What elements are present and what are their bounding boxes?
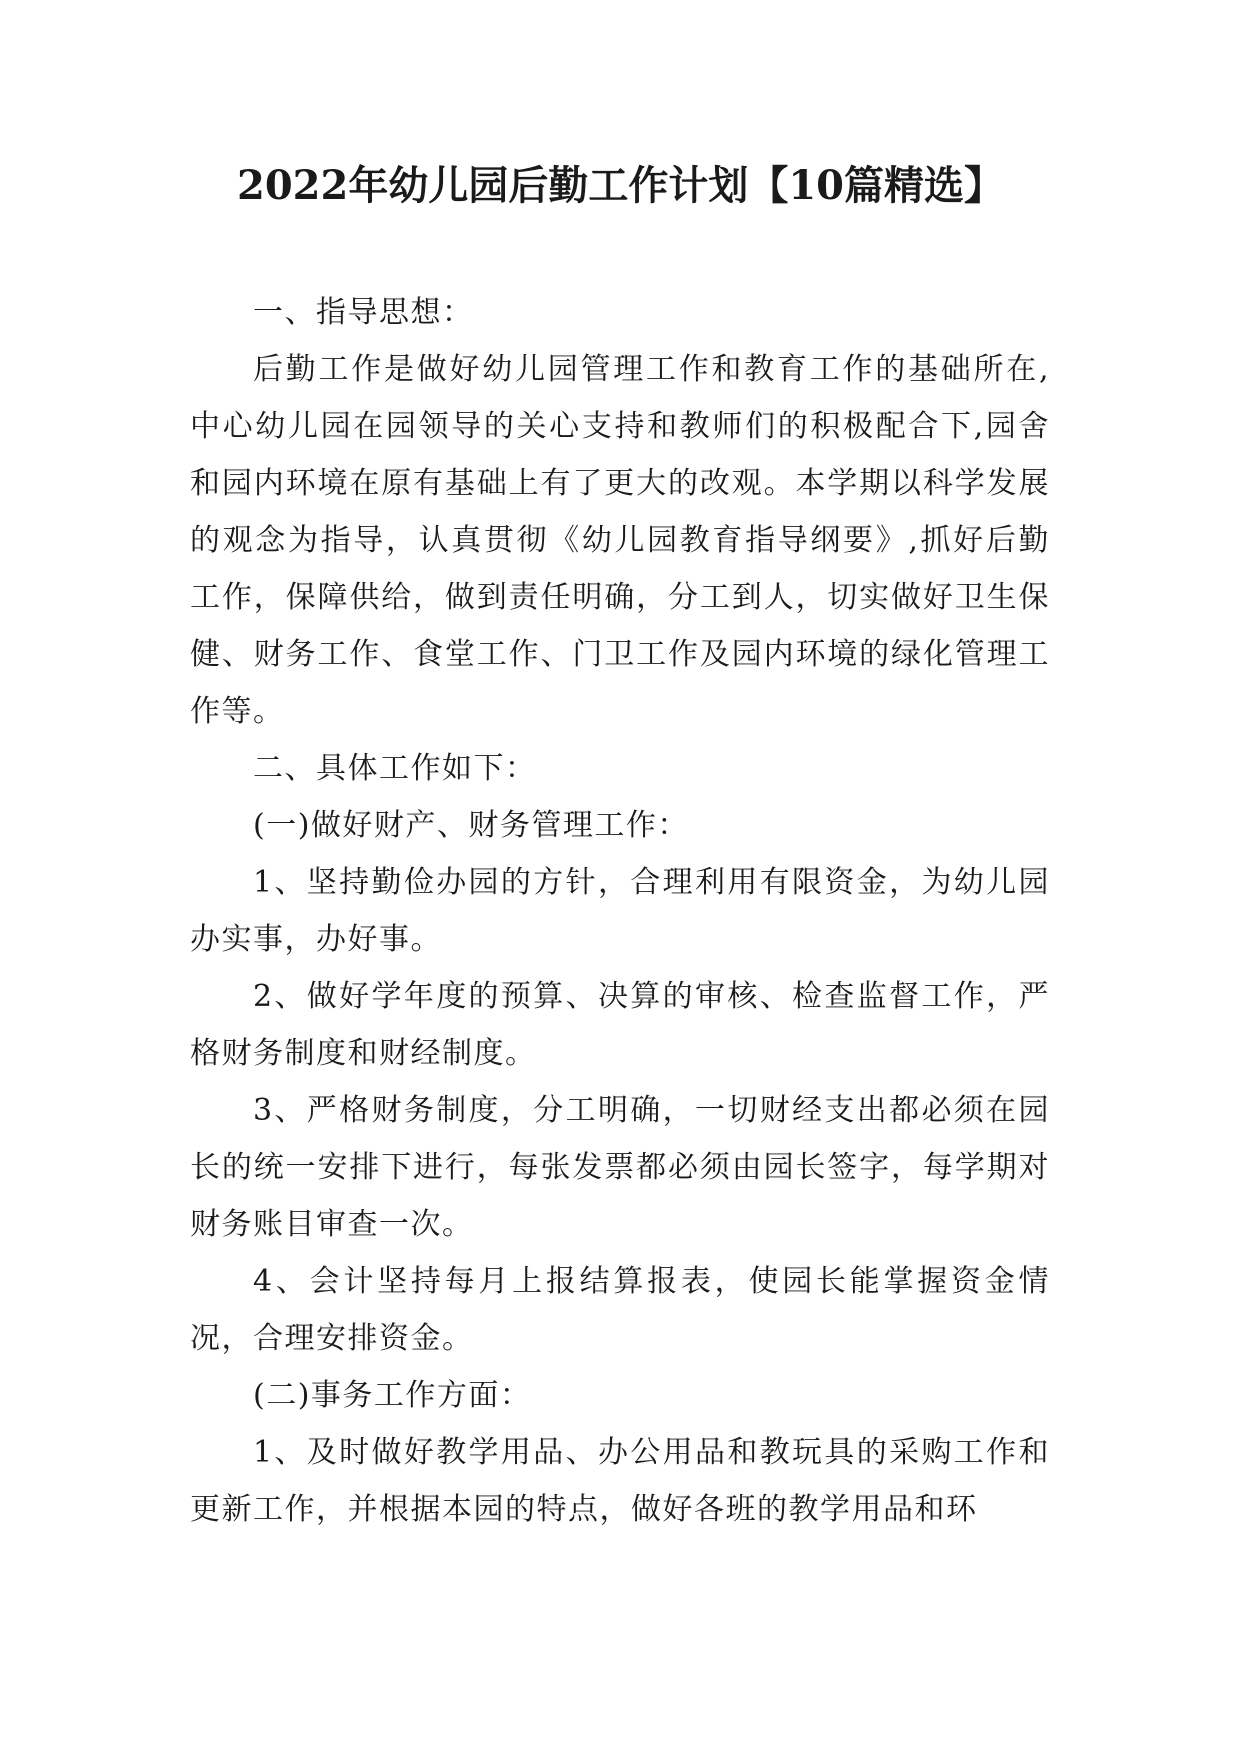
document-body [190,284,1050,1538]
document-title: 2022年幼儿园后勤工作计划【10篇精选】 [237,162,1004,209]
paragraph-guiding-ideology: 后勤工作是做好幼儿园管理工作和教育工作的基础所在,中心幼儿园在园领导的关心支持和教师们的积极配合下,园舍和园内环境在原有基础上有了更大的改观。本学期以科学发展的观念为指导，认真贯彻《幼儿园教育指导纲要》,抓好后勤工作，保障供给，做到责任明确，分工到人，切实做好卫生保健、财务工作、食堂工作、门卫工作及园内环境的绿化管理工作等。 [190,352,1050,729]
heading-specific-work: 二、具体工作如下： [253,751,537,786]
list-item-finance-1: 1、坚持勤俭办园的方针，合理利用有限资金，为幼儿园办实事，办好事。 [190,865,1050,957]
list-item-finance-2: 2、做好学年度的预算、决算的审核、检查监督工作，严格财务制度和财经制度。 [190,979,1050,1071]
list-item-finance-3: 3、严格财务制度，分工明确，一切财经支出都必须在园长的统一安排下进行，每张发票都必须由园长签字，每学期对财务账目审查一次。 [190,1093,1050,1242]
subheading-finance-management: (一)做好财产、财务管理工作： [253,808,689,843]
heading-guiding-ideology: 一、指导思想： [253,295,474,330]
list-item-finance-4: 4、会计坚持每月上报结算报表，使园长能掌握资金情况，合理安排资金。 [190,1264,1050,1356]
subheading-affairs-work: (二)事务工作方面： [253,1378,532,1413]
list-item-affairs-1: 1、及时做好教学用品、办公用品和教玩具的采购工作和更新工作，并根据本园的特点，做好各班的教学用品和环 [190,1435,1050,1527]
